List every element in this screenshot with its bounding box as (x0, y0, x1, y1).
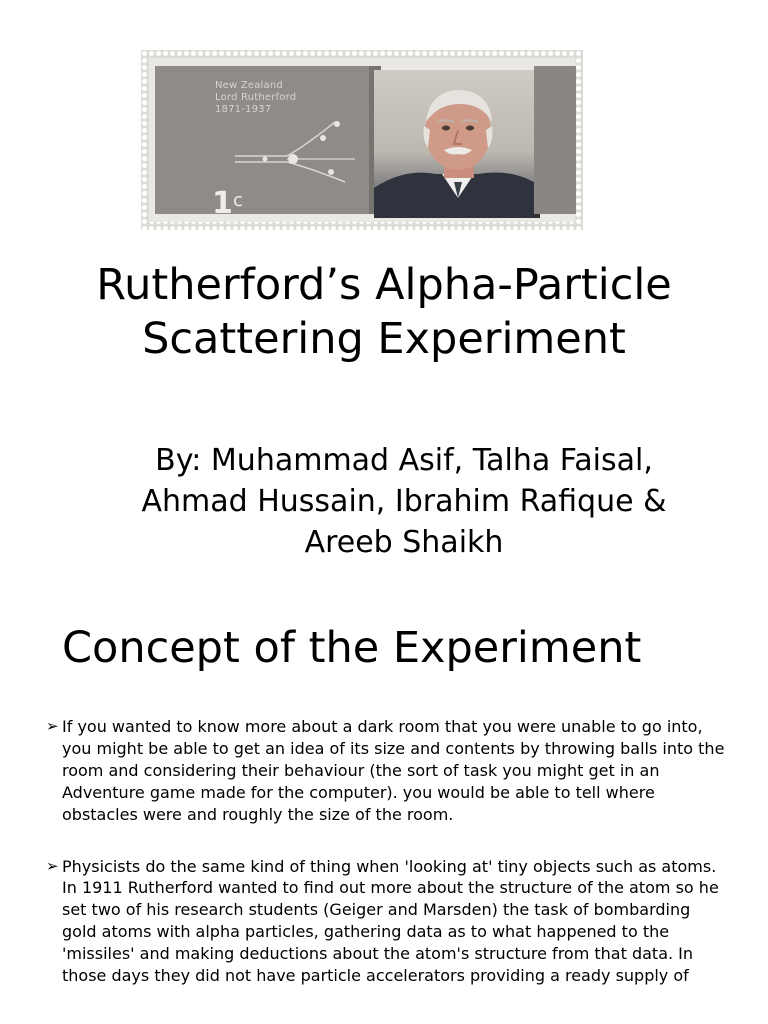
title-line-2: Scattering Experiment (142, 314, 626, 364)
rutherford-stamp-image (141, 50, 583, 230)
stamp-denomination: 1 (212, 186, 233, 221)
stamp-stripe-right (534, 66, 576, 214)
stamp-face (149, 58, 575, 222)
list-item (46, 716, 726, 826)
page-title (0, 258, 768, 366)
stamp-years-text: 1871-1937 (215, 104, 272, 115)
authors-line-3: Areeb Shaikh (304, 525, 504, 560)
rutherford-portrait-image (374, 70, 540, 218)
bullet-text: Physicists do the same kind of thing when 'looking at' tiny objects such as atoms. In 1911 Rutherford wanted to find out more about the structure of the atom so he set two of his research students (Geiger and Marsden) the task of bombarding gold atoms with alpha particles, gathering data as to what happened to the 'missiles' and making deductions about the atom's structure from that data. In those days they did not have particle accelerators providing a ready supply of (62, 856, 719, 986)
section-heading: Concept of the Experiment (62, 623, 642, 673)
authors-line-2: Ahmad Hussain, Ibrahim Rafique & (141, 484, 667, 519)
stamp-country-text: New Zealand (215, 80, 283, 91)
list-item (46, 856, 726, 987)
arrow-bullet-icon: ➢ (46, 856, 59, 875)
stamp-denomination-unit: c (233, 190, 243, 211)
authors-line-1: By: Muhammad Asif, Talha Faisal, (155, 443, 653, 478)
scattering-diagram-icon (235, 116, 365, 186)
stamp-name-text: Lord Rutherford (215, 92, 297, 103)
stamp-grey-panel (155, 66, 369, 221)
bullet-text: If you wanted to know more about a dark room that you were unable to go into, you might be able to get an idea of its size and contents by throwing balls into the room and considering their behaviour (the sort of task you might get in an Adventure game made for the computer). you would be able to tell where obstacles were and roughly the size of the room. (62, 717, 725, 824)
arrow-bullet-icon: ➢ (46, 717, 59, 735)
bullet-list (46, 716, 726, 1017)
authors-block (100, 440, 708, 563)
portrait-icon (374, 70, 540, 218)
title-line-1: Rutherford’s Alpha-Particle (96, 260, 672, 310)
